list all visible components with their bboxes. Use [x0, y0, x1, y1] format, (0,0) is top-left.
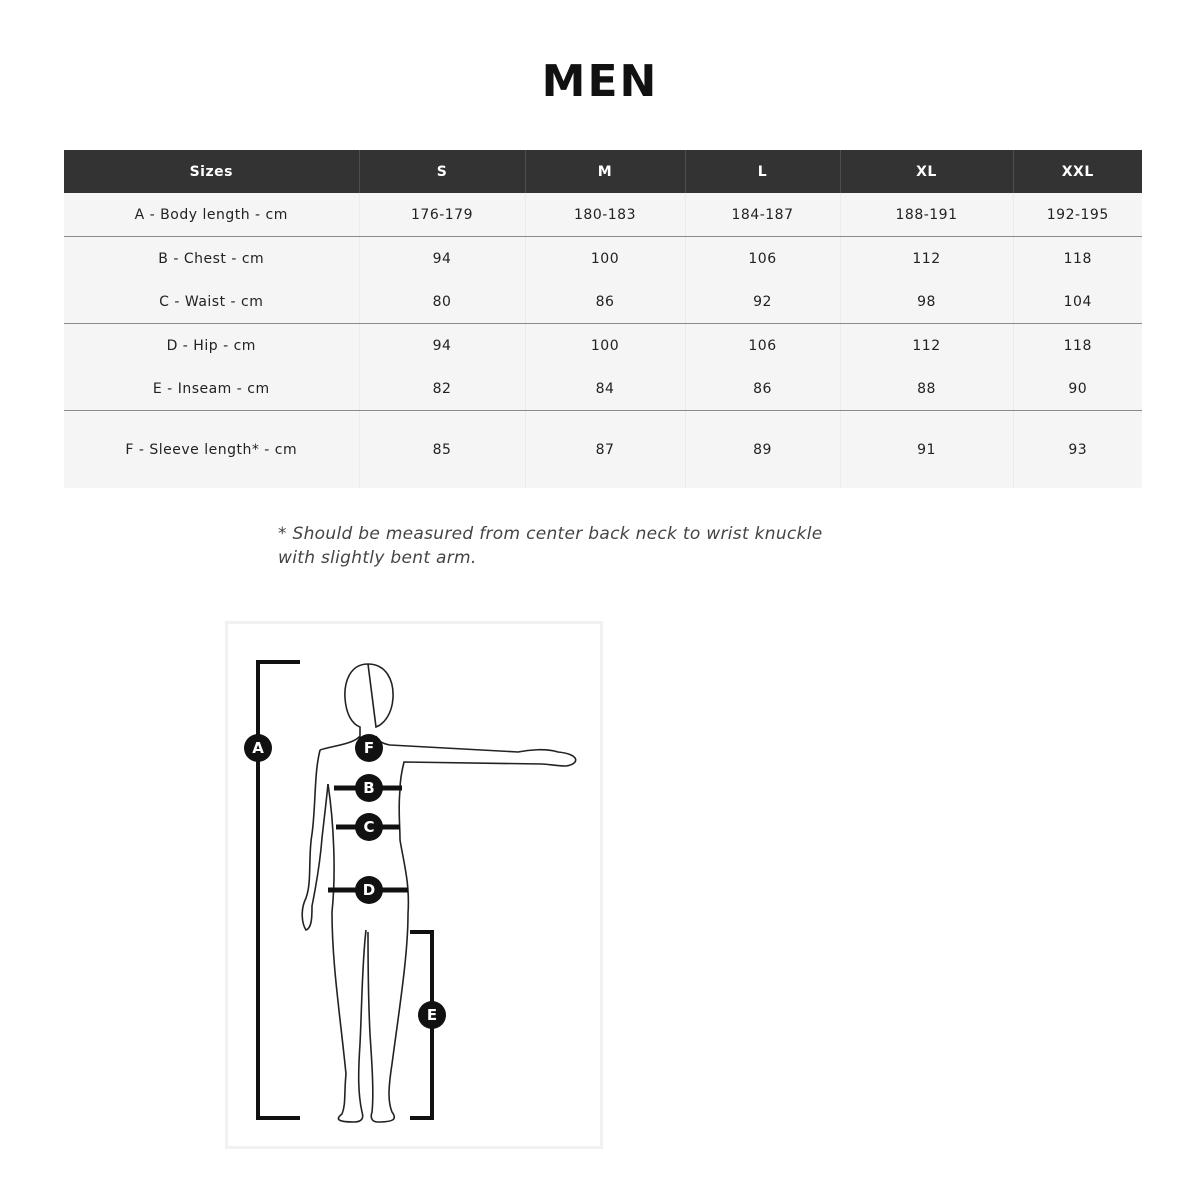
table-cell: 85 — [359, 411, 525, 489]
table-cell: 82 — [359, 367, 525, 411]
table-cell: 180-183 — [525, 193, 685, 237]
table-cell: 93 — [1013, 411, 1142, 489]
table-cell: 98 — [840, 280, 1013, 324]
header-sizes: Sizes — [64, 150, 359, 193]
table-cell: 106 — [685, 324, 840, 368]
table-cell: 176-179 — [359, 193, 525, 237]
marker-c-label: C — [363, 818, 375, 836]
table-cell: 92 — [685, 280, 840, 324]
row-label: E - Inseam - cm — [64, 367, 359, 411]
row-label: A - Body length - cm — [64, 193, 359, 237]
marker-f-label: F — [363, 739, 375, 757]
row-label: B - Chest - cm — [64, 237, 359, 281]
table-cell: 80 — [359, 280, 525, 324]
body-outline-illustration — [228, 624, 600, 1146]
table-cell: 86 — [525, 280, 685, 324]
table-cell: 188-191 — [840, 193, 1013, 237]
marker-b — [355, 774, 383, 802]
header-size-xxl: XXL — [1013, 150, 1142, 193]
table-cell: 192-195 — [1013, 193, 1142, 237]
note-line-1: * Should be measured from center back neck to wrist knuckle — [278, 524, 823, 544]
header-size-s: S — [359, 150, 525, 193]
table-cell: 86 — [685, 367, 840, 411]
table-cell: 118 — [1013, 324, 1142, 368]
table-cell: 88 — [840, 367, 1013, 411]
page-title: MEN — [541, 56, 659, 107]
table-row-hip — [64, 324, 1142, 368]
row-label: F - Sleeve length* - cm — [64, 411, 359, 489]
table-cell: 184-187 — [685, 193, 840, 237]
body-length-bracket — [258, 662, 300, 1118]
header-size-m: M — [525, 150, 685, 193]
table-cell: 104 — [1013, 280, 1142, 324]
marker-d — [355, 876, 383, 904]
size-table — [64, 150, 1142, 488]
note-line-2: with slightly bent arm. — [278, 548, 477, 568]
marker-a-label: A — [252, 739, 264, 757]
table-cell: 112 — [840, 237, 1013, 281]
marker-a — [244, 734, 272, 762]
marker-f — [355, 734, 383, 762]
table-cell: 106 — [685, 237, 840, 281]
marker-d-label: D — [362, 881, 376, 899]
table-row-body-length — [64, 193, 1142, 237]
table-cell: 84 — [525, 367, 685, 411]
table-cell: 100 — [525, 237, 685, 281]
table-cell: 94 — [359, 324, 525, 368]
table-row-chest — [64, 237, 1142, 281]
header-size-l: L — [685, 150, 840, 193]
figure-outline — [302, 664, 575, 1122]
table-row-inseam — [64, 367, 1142, 411]
table-row-waist — [64, 280, 1142, 324]
table-cell: 89 — [685, 411, 840, 489]
table-row-sleeve-length — [64, 411, 1142, 489]
header-size-xl: XL — [840, 150, 1013, 193]
table-header-row — [64, 150, 1142, 193]
table-cell: 94 — [359, 237, 525, 281]
marker-b-label: B — [363, 779, 375, 797]
table-cell: 87 — [525, 411, 685, 489]
marker-e-label: E — [426, 1006, 438, 1024]
row-label: C - Waist - cm — [64, 280, 359, 324]
measurement-note — [278, 522, 838, 570]
marker-c — [355, 813, 383, 841]
table-cell: 112 — [840, 324, 1013, 368]
table-cell: 118 — [1013, 237, 1142, 281]
measurement-diagram — [228, 624, 600, 1146]
marker-e — [418, 1001, 446, 1029]
table-cell: 100 — [525, 324, 685, 368]
table-cell: 90 — [1013, 367, 1142, 411]
row-label: D - Hip - cm — [64, 324, 359, 368]
table-cell: 91 — [840, 411, 1013, 489]
